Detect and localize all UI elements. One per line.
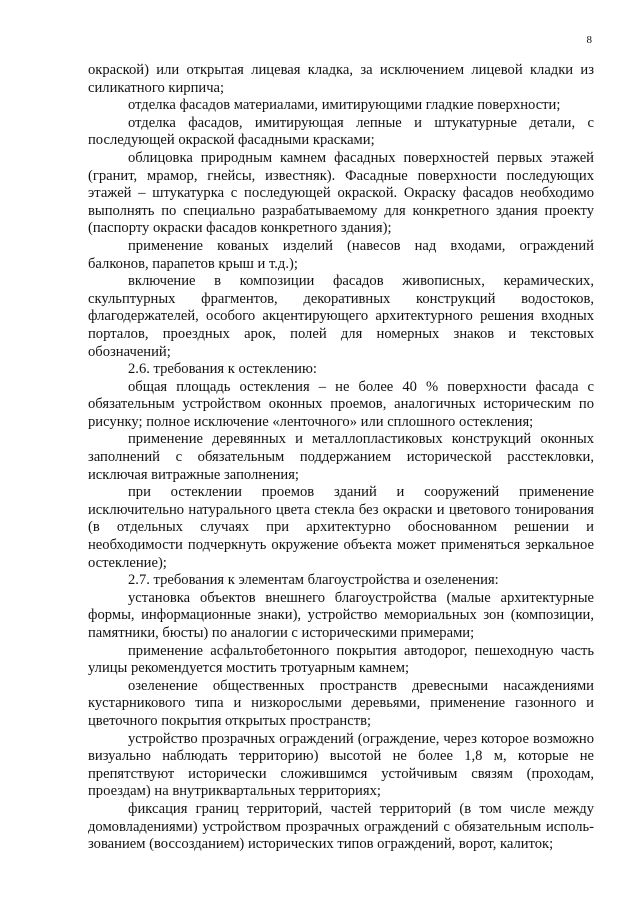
section-heading: 2.6. требования к остеклению: — [128, 361, 317, 378]
page-number: 8 — [586, 34, 592, 46]
paragraph: общая площадь остекления – не более 40 % поверхности фасада с обязательным устройством оконных проемов, аналогичных историческим по рисунку; полное исключение «ленточного» или сплошного остекления; — [88, 378, 594, 430]
paragraph: отделка фасадов, имитирующая лепные и штукатурные детали, с последующей окраской фасадными красками; — [88, 114, 594, 149]
paragraph: применение кованых изделий (навесов над входами, ограждений балконов, парапетов крыш и т.д.); — [88, 237, 594, 272]
paragraph: применение деревянных и металлопластиковых конструкций оконных заполнений с обязательным поддержанием исторической расстекловки, исключая витражные заполнения; — [88, 431, 594, 483]
paragraph: при остеклении проемов зданий и сооружений применение исключительно натурального цвета стекла без окраски и цветового тонирования (в отдельных случаях при архитектурно обоснованном решении и необходимости подчеркнуть окружение объекта может применяться зеркальное остекление); — [88, 484, 594, 571]
paragraph: озеленение общественных пространств древесными насаждениями кустарникового типа и низкорослыми деревьями, применение газонного и цветочного покрытия открытых пространств; — [88, 677, 594, 729]
paragraph: облицовка природным камнем фасадных поверхностей первых этажей (гранит, мрамор, гнейсы, известняк). Фасадные поверхности последующих этажей – штукатурка с последующей окраской. Окраску фасадов необходимо выполнять по специально разрабатываемому для конкретного здания проекту (паспорту окраски фасадов конкретного здания); — [88, 149, 594, 237]
paragraph: отделка фасадов материалами, имитирующими гладкие поверхности; — [128, 97, 561, 114]
paragraph: устройство прозрачных ограждений (ограждение, через которое возможно визуально наблюдать территорию) высотой не более 1,8 м, которые не препятствуют исторически сложившимся устойчивым связям (проходам, проездам) на внутриквартальных территориях; — [88, 730, 594, 800]
section-heading: 2.7. требования к элементам благоустройства и озеленения: — [128, 572, 499, 589]
paragraph: фиксация границ территорий, частей территорий (в том числе между домовладениями) устройством прозрачных ограждений с обязательным исполь-зованием (воссозданием) исторических типов ограждений, ворот, калиток; — [88, 800, 594, 853]
document-body — [88, 62, 594, 854]
paragraph: окраской) или открытая лицевая кладка, за исключением лицевой кладки из силикатного кирпича; — [88, 62, 594, 96]
paragraph: установка объектов внешнего благоустройства (малые архитектурные формы, информационные знаки), устройство мемориальных зон (композиции, памятники, бюсты) по аналогии с историческими примерами; — [88, 589, 594, 641]
paragraph: включение в композиции фасадов живописных, керамических, скульптурных фрагментов, декоративных конструкций водостоков, флагодержателей, особого акцентирующего архитектурного решения входных порталов, проездных арок, полей для номерных знаков и текстовых обозначений; — [88, 273, 594, 360]
paragraph: применение асфальтобетонного покрытия автодорог, пешеходную часть улицы рекомендуется мостить тротуарным камнем; — [88, 642, 594, 677]
